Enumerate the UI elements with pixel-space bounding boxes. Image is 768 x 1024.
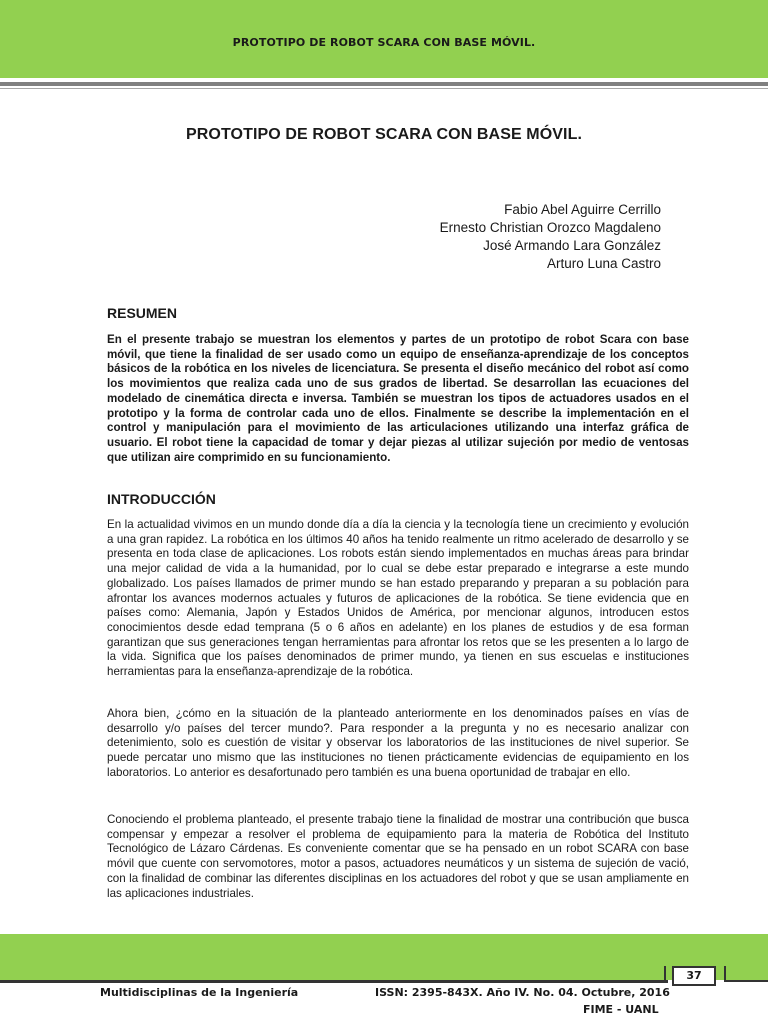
author-name: Ernesto Christian Orozco Magdaleno <box>439 220 661 235</box>
issn-line: ISSN: 2395-843X. Año IV. No. 04. Octubre, 2016 <box>375 986 670 999</box>
header-rule-thick <box>0 82 768 86</box>
footer-band <box>0 934 768 980</box>
author-list <box>440 201 661 273</box>
header-rule-thin <box>0 88 768 89</box>
author-name: Fabio Abel Aguirre Cerrillo <box>504 202 661 217</box>
introduction-paragraph: En la actualidad vivimos en un mundo donde día a día la ciencia y la tecnología tiene un crecimiento y evolución a una gran rapidez. La robótica en los últimos 40 años ha tenido realmente un ritmo acelerado de desarrollo y se presenta en toda clase de aplicaciones. Los robots están siendo implementados en muchas áreas para brindar una mejor calidad de vida a la humanidad, por lo cual se debe estar preparado e integrarse a este mundo globalizado. Los países llamados de primer mundo se han estado preparando y preparan a su población para afrontar los avances modernos actuales y futuros de aplicaciones de la robótica. Se tiene evidencia que en países como: Alemania, Japón y Estados Unidos de América, por mencionar algunos, introducen estos conocimientos desde edad temprana (5 o 6 años en adelante) en los planes de estudios y de esa forman garantizan que sus generaciones tengan herramientas para afrontar los retos que se les presenten a lo largo de la vida. Significa que los países denominados de primer mundo, ya tienen en sus escuelas e instituciones herramientas para la enseñanza-aprendizaje de la robótica. <box>107 518 689 679</box>
introduction-paragraph: Conociendo el problema planteado, el presente trabajo tiene la finalidad de mostrar una contribución que busca compensar y empezar a resolver el problema de equipamiento para la materia de Robótica del Instituto Tecnológico de Lázaro Cárdenas. Es conveniente comentar que se ha pensado en un robot SCARA con base móvil que cuente con servomotores, motor a pasos, actuadores neumáticos y un sistema de sujeción de vació, con la finalidad de combinar las diferentes disciplinas en los actuadores del robot y que se usan ampliamente en las aplicaciones industriales. <box>107 813 689 900</box>
article-title: PROTOTIPO DE ROBOT SCARA CON BASE MÓVIL. <box>185 126 583 143</box>
page-box-left-tick <box>664 966 666 982</box>
author-name: Arturo Luna Castro <box>546 256 661 271</box>
institution-name: FIME - UANL <box>583 1003 659 1016</box>
introduction-paragraph: Ahora bien, ¿cómo en la situación de la planteado anteriormente en los denominados países en vías de desarrollo y/o países del tercer mundo?. Para responder a la pregunta y no es necesario analizar con detenimiento, solo es cuestión de visitar y observar los laboratorios de las instituciones de nivel superior. Se puede percatar uno mismo que las instituciones no tienen prácticamente evidencias de equipamiento en los laboratorios. Lo anterior es desafortunado pero también es una buena oportunidad de trabajar en ello. <box>107 707 689 779</box>
introduction-heading: INTRODUCCIÓN <box>107 491 216 507</box>
journal-name: Multidisciplinas de la Ingeniería <box>100 986 299 999</box>
running-header-title: PROTOTIPO DE ROBOT SCARA CON BASE MÓVIL. <box>232 36 536 49</box>
page-number: 37 <box>672 966 716 986</box>
page-box-right-line <box>724 980 768 982</box>
footer-rule <box>0 980 668 983</box>
abstract-text: En el presente trabajo se muestran los elementos y partes de un prototipo de robot Scara con base móvil, que tiene la finalidad de ser usado como un equipo de enseñanza-aprendizaje de los conceptos básicos de la robótica en los niveles de licenciatura. Se presenta el diseño mecánico del robot así como los movimientos que realiza cada uno de sus grados de libertad. Se desarrollan las ecuaciones del modelado de cinemática directa e inversa. También se muestran los tipos de actuadores usados en el prototipo y la forma de controlar cada uno de ellos. Finalmente se describe la implementación en el control y manipulación para el movimiento de las articulaciones utilizando una interfaz gráfica de usuario. El robot tiene la capacidad de tomar y dejar piezas al utilizar sujeción por medio de ventosas que utilizan aire comprimido en su funcionamiento. <box>107 333 689 464</box>
abstract-heading: RESUMEN <box>107 305 178 321</box>
author-name: José Armando Lara González <box>483 238 661 253</box>
